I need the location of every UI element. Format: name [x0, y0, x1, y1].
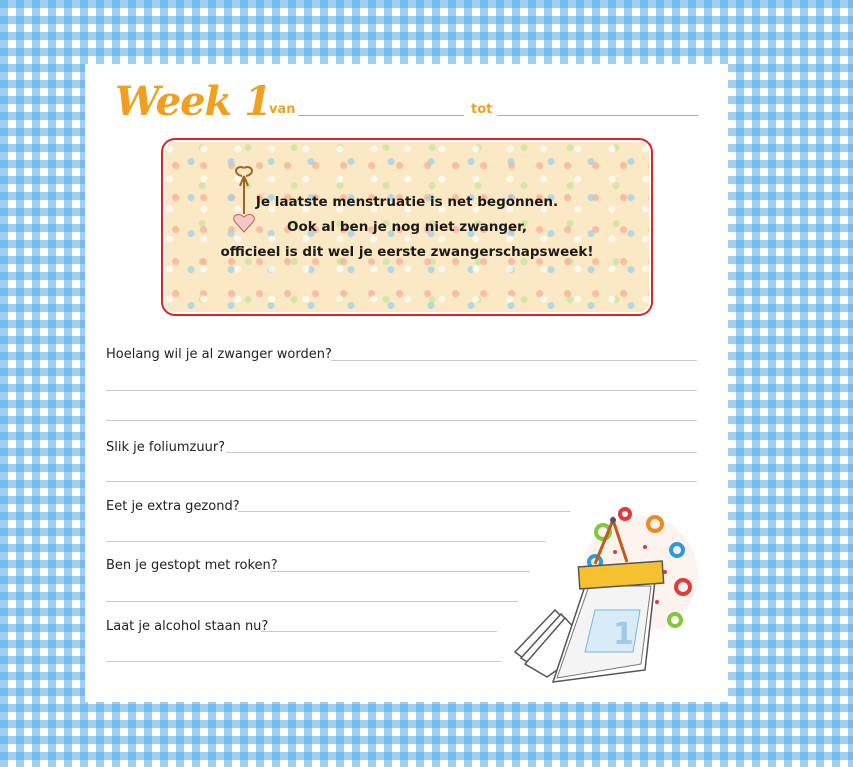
- answer-line[interactable]: [270, 571, 530, 572]
- intro-note-text: [163, 190, 651, 265]
- answer-line[interactable]: [106, 601, 518, 602]
- from-label: van: [269, 102, 296, 117]
- intro-note-line: Ook al ben je nog niet zwanger,: [287, 219, 527, 235]
- page-title: Week 1: [115, 78, 272, 125]
- intro-note-line: officieel is dit wel je eerste zwangerschapsweek!: [220, 244, 594, 260]
- to-date-line[interactable]: [497, 115, 698, 116]
- answer-line[interactable]: [331, 360, 697, 361]
- question-4: Ben je gestopt met roken?: [106, 558, 278, 573]
- question-2: Slik je foliumzuur?: [106, 440, 226, 455]
- answer-line[interactable]: [106, 541, 546, 542]
- answer-line[interactable]: [106, 481, 697, 482]
- intro-note-line: Je laatste menstruatie is net begonnen.: [255, 194, 559, 210]
- question-5: Laat je alcohol staan nu?: [106, 619, 269, 634]
- answer-line[interactable]: [106, 390, 697, 391]
- question-3: Eet je extra gezond?: [106, 499, 240, 514]
- worksheet-page: [85, 64, 728, 702]
- calendar-illustration: [495, 502, 700, 687]
- answer-line[interactable]: [226, 452, 697, 453]
- calendar-day-number: 1: [613, 617, 634, 652]
- answer-line[interactable]: [261, 631, 497, 632]
- from-date-line[interactable]: [298, 115, 464, 116]
- question-1: Hoelang wil je al zwanger worden?: [106, 347, 332, 362]
- to-label: tot: [471, 102, 493, 117]
- answer-line[interactable]: [106, 661, 501, 662]
- answer-line[interactable]: [106, 420, 697, 421]
- intro-note-box: [161, 138, 653, 316]
